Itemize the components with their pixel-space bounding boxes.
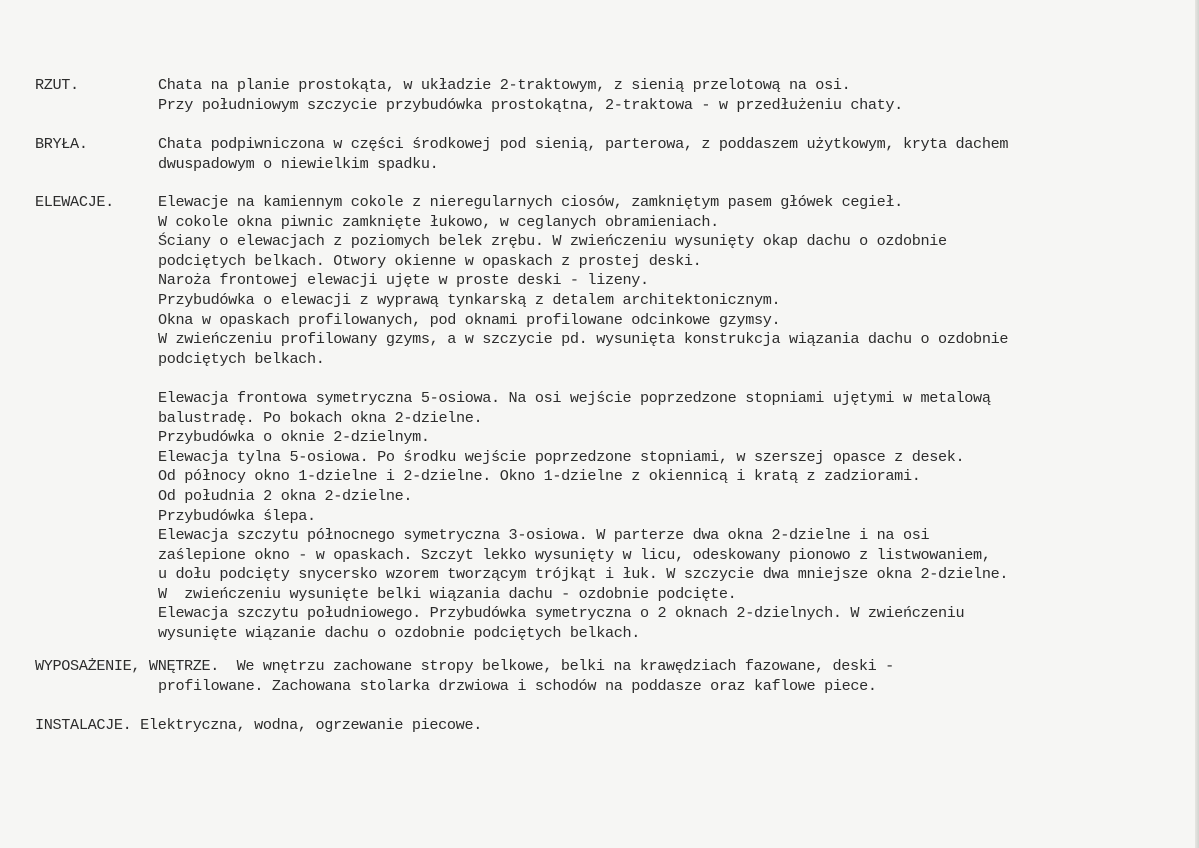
section-label-instalacje: INSTALACJE. (35, 716, 132, 734)
section-body-rzut (158, 76, 903, 115)
text-line: wysunięte wiązanie dachu o ozdobnie podciętych belkach. (158, 624, 641, 643)
text-line: Od południa 2 okna 2-dzielne. (158, 486, 413, 505)
text-line: Przy południowym szczycie przybudówka prostokątna, 2-traktowa - w przedłużeniu chaty. (158, 95, 903, 114)
text-line: podciętych belkach. Otwory okienne w opaskach z prostej deski. (158, 251, 702, 270)
section-label-bryla: BRYŁA. (35, 135, 88, 153)
text-line: W zwieńczeniu wysunięte belki wiązania dachu - ozdobnie podcięte. (158, 584, 737, 603)
text-line: W zwieńczeniu profilowany gzyms, a w szczycie pd. wysunięta konstrukcja wiązania dachu o ozdobnie (158, 330, 1009, 349)
text-line: Ściany o elewacjach z poziomych belek zrębu. W zwieńczeniu wysunięty okap dachu o ozdobnie (158, 232, 947, 251)
section-line-instalacje (35, 716, 482, 736)
section-label-rzut: RZUT. (35, 76, 79, 94)
section-label-wyposazenie: WYPOSAŻENIE, WNĘTRZE. (35, 657, 220, 675)
text-line: Elewacje na kamiennym cokole z nieregularnych ciosów, zamkniętym pasem główek cegieł. (158, 193, 903, 211)
text-line: balustradę. Po bokach okna 2-dzielne. (158, 408, 483, 427)
section-body-wyposazenie (158, 677, 877, 697)
paragraph-gap (158, 369, 1008, 389)
text-line: Chata podpiwniczona w części środkowej pod sienią, parterowa, z poddaszem użytkowym, kryta dachem (158, 135, 1009, 153)
text-line: Przybudówka o oknie 2-dzielnym. (158, 428, 430, 447)
text-line: Elewacja frontowa symetryczna 5-osiowa. Na osi wejście poprzedzone stopniami ujętymi w metalową (158, 388, 991, 407)
text-line: Od północy okno 1-dzielne i 2-dzielne. Okno 1-dzielne z okiennicą i kratą z zadziorami. (158, 467, 921, 486)
text-line: profilowane. Zachowana stolarka drzwiowa i schodów na poddasze oraz kaflowe piece. (158, 676, 877, 695)
text-line: Elewacja szczytu południowego. Przybudówka symetryczna o 2 oknach 2-dzielnych. W zwieńczeniu (158, 604, 965, 623)
section-body-bryla (158, 135, 1008, 174)
text-line: Okna w opaskach profilowanych, pod oknami profilowane odcinkowe gzymsy. (158, 310, 781, 329)
text-line: Naroża frontowej elewacji ujęte w proste deski - lizeny. (158, 271, 649, 290)
text-line: W cokole okna piwnic zamknięte łukowo, w ceglanych obramieniach. (158, 212, 719, 231)
text-line: Przybudówka o elewacji z wyprawą tynkarską z detalem architektonicznym. (158, 290, 781, 309)
text-line: dwuspadowym o niewielkim spadku. (158, 154, 439, 173)
section-first-line-wyposazenie (35, 657, 894, 677)
text-line: Elektryczna, wodna, ogrzewanie piecowe. (140, 716, 482, 734)
text-line: Przybudówka ślepa. (158, 506, 316, 525)
page-edge (1195, 0, 1199, 848)
section-label-elewacje: ELEWACJE. (35, 193, 114, 211)
text-line: podciętych belkach. (158, 349, 325, 368)
text-line: u dołu podcięty snycersko wzorem tworzącym trójkąt i łuk. W szczycie dwa mniejsze okna 2-dzielne. (158, 565, 1009, 584)
text-line: We wnętrzu zachowane stropy belkowe, belki na krawędziach fazowane, deski - (236, 657, 894, 675)
text-line: Elewacja szczytu północnego symetryczna 3-osiowa. W parterze dwa okna 2-dzielne i na osi (158, 526, 930, 545)
section-body-elewacje (158, 193, 1008, 644)
text-line: zaślepione okno - w opaskach. Szczyt lekko wysunięty w licu, odeskowany pionowo z listwowaniem, (158, 545, 991, 564)
text-line: Chata na planie prostokąta, w układzie 2-traktowym, z sienią przelotową na osi. (158, 76, 851, 94)
text-line: Elewacja tylna 5-osiowa. Po środku wejście poprzedzone stopniami, w szerszej opasce z desek. (158, 447, 965, 466)
